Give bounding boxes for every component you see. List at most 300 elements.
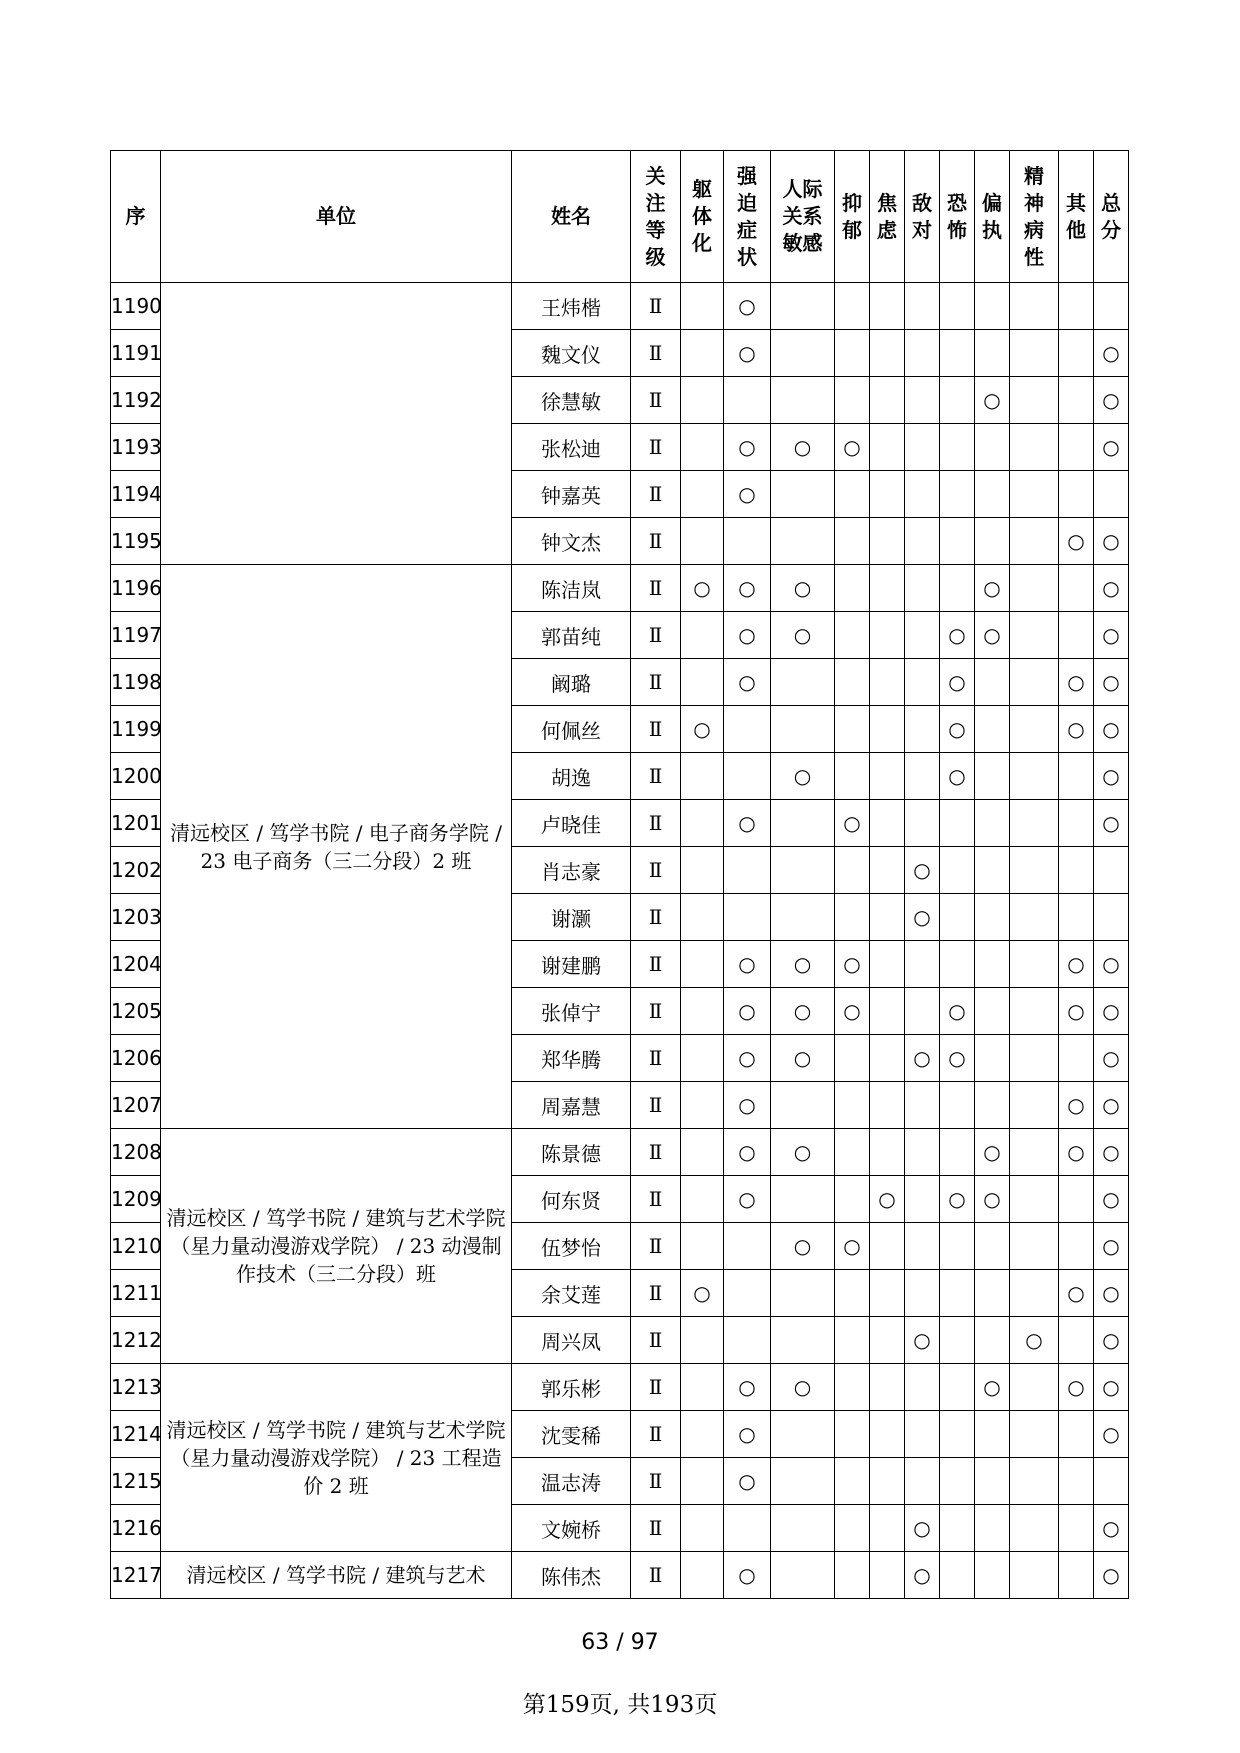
flag-mark: ○ xyxy=(724,659,771,706)
empty-cell xyxy=(940,941,975,988)
empty-cell xyxy=(905,1270,940,1317)
empty-cell xyxy=(940,1270,975,1317)
unit-cell xyxy=(161,283,512,565)
empty-cell xyxy=(1010,659,1059,706)
empty-cell xyxy=(1010,377,1059,424)
unit-cell: 清远校区 / 笃学书院 / 建筑与艺术学院（星力量动漫游戏学院） / 23 工程造价 2 班 xyxy=(161,1364,512,1552)
empty-cell xyxy=(905,565,940,612)
flag-mark: ○ xyxy=(771,1035,835,1082)
empty-cell xyxy=(835,847,870,894)
empty-cell xyxy=(681,1505,724,1552)
empty-cell xyxy=(975,753,1010,800)
flag-mark: ○ xyxy=(1059,659,1094,706)
flag-mark: ○ xyxy=(724,612,771,659)
flag-mark: ○ xyxy=(1094,1411,1129,1458)
empty-cell xyxy=(940,1411,975,1458)
empty-cell xyxy=(1010,1270,1059,1317)
empty-cell xyxy=(1059,283,1094,330)
row-level: Ⅱ xyxy=(631,612,681,659)
row-seq: 1217 xyxy=(111,1552,161,1599)
col-paranoia-header: 偏 执 xyxy=(975,151,1010,283)
empty-cell xyxy=(835,612,870,659)
row-level: Ⅱ xyxy=(631,706,681,753)
table-row xyxy=(111,565,1129,612)
empty-cell xyxy=(975,330,1010,377)
row-level: Ⅱ xyxy=(631,659,681,706)
row-seq: 1215 xyxy=(111,1458,161,1505)
empty-cell xyxy=(905,612,940,659)
empty-cell xyxy=(870,847,905,894)
table-header xyxy=(111,151,1129,283)
row-level: Ⅱ xyxy=(631,1505,681,1552)
empty-cell xyxy=(870,612,905,659)
empty-cell xyxy=(1059,1223,1094,1270)
empty-cell xyxy=(1010,612,1059,659)
empty-cell xyxy=(771,1458,835,1505)
empty-cell xyxy=(835,1035,870,1082)
row-seq: 1191 xyxy=(111,330,161,377)
empty-cell xyxy=(835,1411,870,1458)
empty-cell xyxy=(681,1082,724,1129)
col-psychoticism-header: 精 神 病 性 xyxy=(1010,151,1059,283)
flag-mark: ○ xyxy=(1094,1270,1129,1317)
flag-mark: ○ xyxy=(940,1176,975,1223)
row-level: Ⅱ xyxy=(631,424,681,471)
empty-cell xyxy=(940,424,975,471)
empty-cell xyxy=(1010,800,1059,847)
flag-mark: ○ xyxy=(835,941,870,988)
empty-cell xyxy=(870,330,905,377)
empty-cell xyxy=(1094,471,1129,518)
empty-cell xyxy=(835,330,870,377)
unit-cell: 清远校区 / 笃学书院 / 建筑与艺术学院（星力量动漫游戏学院） / 23 动漫制作技术（三二分段）班 xyxy=(161,1129,512,1364)
flag-mark: ○ xyxy=(940,659,975,706)
empty-cell xyxy=(870,518,905,565)
empty-cell xyxy=(1094,283,1129,330)
empty-cell xyxy=(681,1129,724,1176)
empty-cell xyxy=(1010,847,1059,894)
empty-cell xyxy=(1010,283,1059,330)
empty-cell xyxy=(724,753,771,800)
empty-cell xyxy=(1010,565,1059,612)
empty-cell xyxy=(940,800,975,847)
empty-cell xyxy=(835,1317,870,1364)
flag-mark: ○ xyxy=(771,988,835,1035)
empty-cell xyxy=(681,1458,724,1505)
row-name: 陈景德 xyxy=(512,1129,631,1176)
empty-cell xyxy=(771,1505,835,1552)
empty-cell xyxy=(771,1317,835,1364)
empty-cell xyxy=(870,565,905,612)
row-seq: 1193 xyxy=(111,424,161,471)
row-seq: 1209 xyxy=(111,1176,161,1223)
empty-cell xyxy=(1010,894,1059,941)
empty-cell xyxy=(1059,1411,1094,1458)
row-name: 郭苗纯 xyxy=(512,612,631,659)
empty-cell xyxy=(975,1458,1010,1505)
empty-cell xyxy=(940,1317,975,1364)
flag-mark: ○ xyxy=(905,1317,940,1364)
empty-cell xyxy=(905,800,940,847)
flag-mark: ○ xyxy=(1094,1364,1129,1411)
empty-cell xyxy=(681,847,724,894)
col-obsessive-header: 强 迫 症 状 xyxy=(724,151,771,283)
row-name: 胡逸 xyxy=(512,753,631,800)
empty-cell xyxy=(1010,330,1059,377)
flag-mark: ○ xyxy=(1094,330,1129,377)
empty-cell xyxy=(681,894,724,941)
empty-cell xyxy=(1059,1552,1094,1599)
empty-cell xyxy=(835,753,870,800)
empty-cell xyxy=(724,1505,771,1552)
flag-mark: ○ xyxy=(1094,1552,1129,1599)
empty-cell xyxy=(771,471,835,518)
empty-cell xyxy=(975,518,1010,565)
empty-cell xyxy=(975,1035,1010,1082)
flag-mark: ○ xyxy=(1094,800,1129,847)
empty-cell xyxy=(1094,847,1129,894)
table-row xyxy=(111,1552,1129,1599)
empty-cell xyxy=(771,1270,835,1317)
row-level: Ⅱ xyxy=(631,941,681,988)
row-level: Ⅱ xyxy=(631,1270,681,1317)
flag-mark: ○ xyxy=(1094,424,1129,471)
flag-mark: ○ xyxy=(1094,1035,1129,1082)
flag-mark: ○ xyxy=(724,330,771,377)
empty-cell xyxy=(681,753,724,800)
row-level: Ⅱ xyxy=(631,518,681,565)
empty-cell xyxy=(835,1552,870,1599)
row-seq: 1207 xyxy=(111,1082,161,1129)
empty-cell xyxy=(835,1082,870,1129)
empty-cell xyxy=(1010,706,1059,753)
row-seq: 1194 xyxy=(111,471,161,518)
flag-mark: ○ xyxy=(1094,659,1129,706)
empty-cell xyxy=(1010,988,1059,1035)
empty-cell xyxy=(681,424,724,471)
empty-cell xyxy=(724,847,771,894)
empty-cell xyxy=(681,659,724,706)
flag-mark: ○ xyxy=(771,565,835,612)
empty-cell xyxy=(835,1505,870,1552)
col-somatization-header: 躯 体 化 xyxy=(681,151,724,283)
row-name: 郭乐彬 xyxy=(512,1364,631,1411)
empty-cell xyxy=(681,941,724,988)
row-name: 周嘉慧 xyxy=(512,1082,631,1129)
flag-mark: ○ xyxy=(724,1411,771,1458)
flag-mark: ○ xyxy=(724,800,771,847)
empty-cell xyxy=(1010,518,1059,565)
flag-mark: ○ xyxy=(724,1458,771,1505)
empty-cell xyxy=(835,518,870,565)
flag-mark: ○ xyxy=(1059,1082,1094,1129)
row-level: Ⅱ xyxy=(631,753,681,800)
empty-cell xyxy=(1059,1505,1094,1552)
flag-mark: ○ xyxy=(724,424,771,471)
empty-cell xyxy=(975,800,1010,847)
empty-cell xyxy=(1059,1035,1094,1082)
empty-cell xyxy=(905,330,940,377)
empty-cell xyxy=(681,1364,724,1411)
empty-cell xyxy=(681,1223,724,1270)
empty-cell xyxy=(870,1317,905,1364)
flag-mark: ○ xyxy=(1059,1364,1094,1411)
row-seq: 1201 xyxy=(111,800,161,847)
empty-cell xyxy=(1010,1082,1059,1129)
empty-cell xyxy=(1010,1458,1059,1505)
flag-mark: ○ xyxy=(940,988,975,1035)
empty-cell xyxy=(681,518,724,565)
empty-cell xyxy=(870,894,905,941)
flag-mark: ○ xyxy=(975,1364,1010,1411)
empty-cell xyxy=(940,1129,975,1176)
empty-cell xyxy=(905,377,940,424)
empty-cell xyxy=(905,1223,940,1270)
table-body xyxy=(111,283,1129,1599)
row-seq: 1212 xyxy=(111,1317,161,1364)
empty-cell xyxy=(771,659,835,706)
empty-cell xyxy=(975,1505,1010,1552)
flag-mark: ○ xyxy=(771,612,835,659)
empty-cell xyxy=(771,706,835,753)
flag-mark: ○ xyxy=(724,988,771,1035)
row-seq: 1205 xyxy=(111,988,161,1035)
empty-cell xyxy=(724,1270,771,1317)
flag-mark: ○ xyxy=(975,1129,1010,1176)
flag-mark: ○ xyxy=(870,1176,905,1223)
empty-cell xyxy=(835,1129,870,1176)
row-level: Ⅱ xyxy=(631,1458,681,1505)
empty-cell xyxy=(771,1552,835,1599)
empty-cell xyxy=(870,377,905,424)
flag-mark: ○ xyxy=(905,1552,940,1599)
flag-mark: ○ xyxy=(1094,1223,1129,1270)
flag-mark: ○ xyxy=(771,1223,835,1270)
empty-cell xyxy=(835,377,870,424)
empty-cell xyxy=(905,753,940,800)
empty-cell xyxy=(681,1035,724,1082)
row-name: 余艾莲 xyxy=(512,1270,631,1317)
empty-cell xyxy=(1059,612,1094,659)
table-row xyxy=(111,283,1129,330)
row-seq: 1190 xyxy=(111,283,161,330)
empty-cell xyxy=(835,471,870,518)
row-seq: 1210 xyxy=(111,1223,161,1270)
empty-cell xyxy=(681,1552,724,1599)
flag-mark: ○ xyxy=(1094,518,1129,565)
row-level: Ⅱ xyxy=(631,1082,681,1129)
empty-cell xyxy=(870,706,905,753)
empty-cell xyxy=(724,894,771,941)
flag-mark: ○ xyxy=(1094,753,1129,800)
empty-cell xyxy=(1010,753,1059,800)
empty-cell xyxy=(681,612,724,659)
flag-mark: ○ xyxy=(771,1129,835,1176)
flag-mark: ○ xyxy=(771,424,835,471)
empty-cell xyxy=(1010,941,1059,988)
empty-cell xyxy=(975,424,1010,471)
row-seq: 1197 xyxy=(111,612,161,659)
row-name: 伍梦怡 xyxy=(512,1223,631,1270)
empty-cell xyxy=(870,1552,905,1599)
row-level: Ⅱ xyxy=(631,1176,681,1223)
page-footer: 第159页, 共193页 xyxy=(522,1692,718,1718)
empty-cell xyxy=(771,330,835,377)
row-name: 文婉桥 xyxy=(512,1505,631,1552)
empty-cell xyxy=(905,424,940,471)
empty-cell xyxy=(905,659,940,706)
empty-cell xyxy=(1010,471,1059,518)
empty-cell xyxy=(975,941,1010,988)
empty-cell xyxy=(835,894,870,941)
row-name: 王炜楷 xyxy=(512,283,631,330)
empty-cell xyxy=(1059,753,1094,800)
flag-mark: ○ xyxy=(771,941,835,988)
row-seq: 1196 xyxy=(111,565,161,612)
empty-cell xyxy=(1010,1176,1059,1223)
row-name: 何佩丝 xyxy=(512,706,631,753)
empty-cell xyxy=(975,471,1010,518)
flag-mark: ○ xyxy=(724,283,771,330)
empty-cell xyxy=(870,1411,905,1458)
empty-cell xyxy=(870,1129,905,1176)
row-name: 何东贤 xyxy=(512,1176,631,1223)
row-name: 温志涛 xyxy=(512,1458,631,1505)
empty-cell xyxy=(835,565,870,612)
row-name: 周兴凤 xyxy=(512,1317,631,1364)
row-seq: 1214 xyxy=(111,1411,161,1458)
empty-cell xyxy=(870,800,905,847)
empty-cell xyxy=(771,1411,835,1458)
empty-cell xyxy=(870,471,905,518)
flag-mark: ○ xyxy=(1094,706,1129,753)
row-level: Ⅱ xyxy=(631,1129,681,1176)
flag-mark: ○ xyxy=(724,1129,771,1176)
row-level: Ⅱ xyxy=(631,1552,681,1599)
empty-cell xyxy=(724,706,771,753)
flag-mark: ○ xyxy=(975,612,1010,659)
empty-cell xyxy=(905,1082,940,1129)
empty-cell xyxy=(1059,800,1094,847)
empty-cell xyxy=(724,1223,771,1270)
empty-cell xyxy=(1059,894,1094,941)
row-seq: 1208 xyxy=(111,1129,161,1176)
row-level: Ⅱ xyxy=(631,1035,681,1082)
row-name: 卢晓佳 xyxy=(512,800,631,847)
row-name: 沈雯稀 xyxy=(512,1411,631,1458)
empty-cell xyxy=(975,283,1010,330)
flag-mark: ○ xyxy=(905,1035,940,1082)
row-level: Ⅱ xyxy=(631,1411,681,1458)
row-seq: 1192 xyxy=(111,377,161,424)
row-level: Ⅱ xyxy=(631,800,681,847)
flag-mark: ○ xyxy=(681,565,724,612)
empty-cell xyxy=(1010,1505,1059,1552)
row-seq: 1203 xyxy=(111,894,161,941)
empty-cell xyxy=(835,283,870,330)
empty-cell xyxy=(681,283,724,330)
flag-mark: ○ xyxy=(1094,1317,1129,1364)
row-seq: 1195 xyxy=(111,518,161,565)
empty-cell xyxy=(940,518,975,565)
row-name: 钟嘉英 xyxy=(512,471,631,518)
empty-cell xyxy=(940,1505,975,1552)
col-other-header: 其 他 xyxy=(1059,151,1094,283)
empty-cell xyxy=(940,565,975,612)
empty-cell xyxy=(975,1270,1010,1317)
col-level-header: 关 注 等 级 xyxy=(631,151,681,283)
col-phobia-header: 恐 怖 xyxy=(940,151,975,283)
empty-cell xyxy=(905,1129,940,1176)
flag-mark: ○ xyxy=(1059,706,1094,753)
table-row xyxy=(111,1364,1129,1411)
empty-cell xyxy=(771,283,835,330)
col-total-header: 总 分 xyxy=(1094,151,1129,283)
col-depression-header: 抑 郁 xyxy=(835,151,870,283)
flag-mark: ○ xyxy=(1094,1505,1129,1552)
col-anxiety-header: 焦 虑 xyxy=(870,151,905,283)
flag-mark: ○ xyxy=(835,424,870,471)
row-seq: 1198 xyxy=(111,659,161,706)
empty-cell xyxy=(975,1552,1010,1599)
empty-cell xyxy=(870,424,905,471)
empty-cell xyxy=(724,377,771,424)
empty-cell xyxy=(681,988,724,1035)
row-name: 张松迪 xyxy=(512,424,631,471)
empty-cell xyxy=(870,988,905,1035)
row-level: Ⅱ xyxy=(631,565,681,612)
empty-cell xyxy=(940,1364,975,1411)
empty-cell xyxy=(870,1270,905,1317)
empty-cell xyxy=(975,1223,1010,1270)
row-seq: 1204 xyxy=(111,941,161,988)
empty-cell xyxy=(771,1176,835,1223)
empty-cell xyxy=(1059,424,1094,471)
col-seq-header: 序 xyxy=(111,151,161,283)
empty-cell xyxy=(905,941,940,988)
empty-cell xyxy=(681,1317,724,1364)
flag-mark: ○ xyxy=(724,941,771,988)
row-name: 陈洁岚 xyxy=(512,565,631,612)
row-name: 谢灏 xyxy=(512,894,631,941)
empty-cell xyxy=(905,988,940,1035)
row-name: 张倬宁 xyxy=(512,988,631,1035)
empty-cell xyxy=(940,1223,975,1270)
table-row xyxy=(111,1129,1129,1176)
empty-cell xyxy=(870,1223,905,1270)
empty-cell xyxy=(940,1082,975,1129)
empty-cell xyxy=(1059,1458,1094,1505)
flag-mark: ○ xyxy=(1059,518,1094,565)
empty-cell xyxy=(1010,1035,1059,1082)
flag-mark: ○ xyxy=(724,1082,771,1129)
empty-cell xyxy=(975,894,1010,941)
empty-cell xyxy=(940,1552,975,1599)
empty-cell xyxy=(870,941,905,988)
empty-cell xyxy=(870,1458,905,1505)
flag-mark: ○ xyxy=(771,1364,835,1411)
row-seq: 1211 xyxy=(111,1270,161,1317)
empty-cell xyxy=(975,1082,1010,1129)
empty-cell xyxy=(975,706,1010,753)
empty-cell xyxy=(1010,1411,1059,1458)
row-level: Ⅱ xyxy=(631,847,681,894)
flag-mark: ○ xyxy=(835,1223,870,1270)
row-level: Ⅱ xyxy=(631,330,681,377)
flag-mark: ○ xyxy=(975,377,1010,424)
flag-mark: ○ xyxy=(681,706,724,753)
unit-cell: 清远校区 / 笃学书院 / 电子商务学院 / 23 电子商务（三二分段）2 班 xyxy=(161,565,512,1129)
